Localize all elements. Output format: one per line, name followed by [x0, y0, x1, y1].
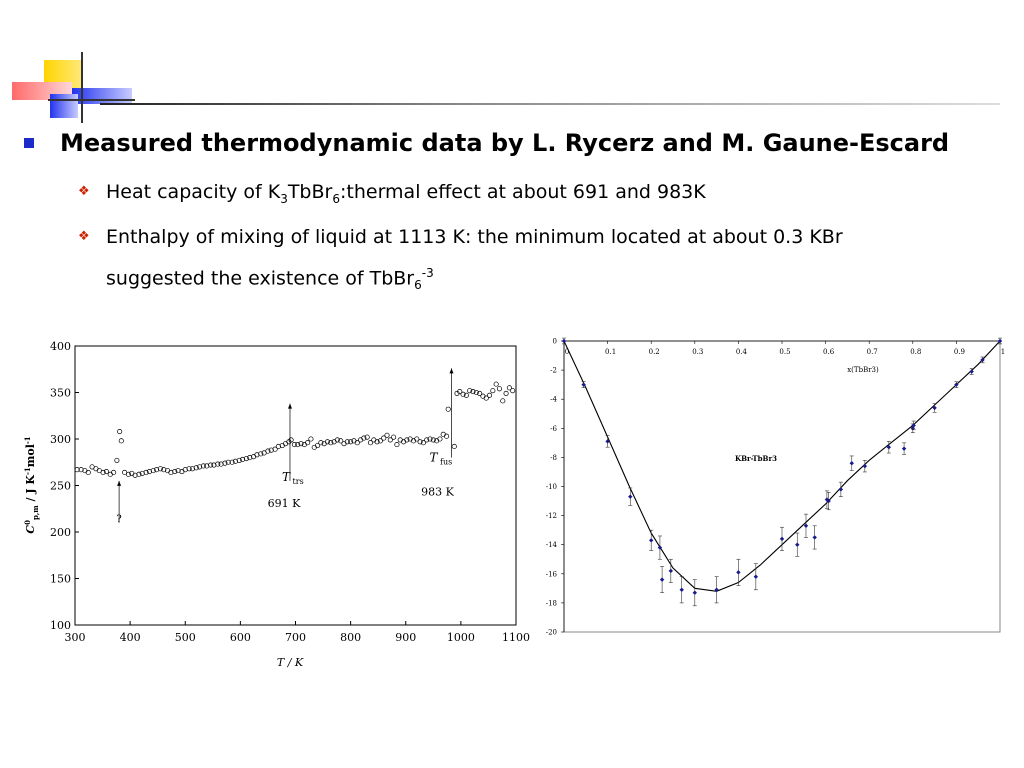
y-tick-label: 0: [552, 337, 557, 346]
x-tick-label: 600: [229, 631, 251, 644]
data-point: [441, 432, 445, 436]
diamond-bullet-icon: ❖: [78, 184, 90, 199]
data-point: [94, 467, 98, 471]
y-tick-label: 100: [50, 619, 71, 632]
annotation-question: ?: [116, 514, 122, 526]
data-point: [119, 439, 123, 443]
diamond-bullet-icon: ❖: [78, 229, 90, 244]
y-tick-label: 150: [50, 572, 71, 586]
x-tick-label: 0.4: [735, 348, 747, 356]
data-point: [312, 445, 316, 449]
arrow-head: [288, 404, 292, 409]
y-tick-label: 250: [50, 479, 71, 493]
x-tick-label: 0.1: [605, 348, 617, 356]
x-axis-label: T / K: [276, 656, 304, 669]
data-point: [283, 441, 287, 445]
y-tick-label: -14: [545, 541, 557, 550]
y-tick-label: -12: [545, 512, 557, 521]
x-tick-label: 500: [174, 631, 196, 644]
data-point: [501, 399, 505, 403]
data-point: [504, 391, 508, 395]
heat-capacity-chart: [18, 330, 538, 680]
header-divider: [100, 103, 1000, 105]
y-tick-label: -20: [545, 628, 557, 637]
data-point: [117, 429, 121, 433]
data-point: [86, 470, 90, 474]
data-point: [444, 434, 448, 438]
data-point: [391, 435, 395, 439]
annotation-trs-value: 691 K: [267, 496, 301, 510]
x-tick-label: 1: [1000, 348, 1006, 356]
x-tick-label: 0.9: [953, 348, 965, 356]
square-bullet-icon: [24, 138, 34, 148]
data-point: [398, 438, 402, 442]
y-tick-label: -6: [550, 424, 557, 433]
sub-bullet-text: Heat capacity of $K_3TbBr_6:thermal$ effect at about 691 and 983K: [106, 181, 706, 206]
data-point: [497, 387, 501, 391]
x-tick-label: 300: [64, 631, 86, 644]
data-point: [372, 438, 376, 442]
data-point: [309, 437, 313, 441]
y-tick-label: 400: [50, 340, 71, 353]
x-tick-label: 0.7: [866, 348, 878, 356]
main-bullet: [24, 129, 949, 157]
x-tick-label: 700: [285, 631, 306, 644]
data-point: [395, 442, 399, 446]
x-tick-label: 1000: [446, 631, 475, 644]
data-point: [385, 433, 389, 437]
y-tick-label: -2: [550, 366, 557, 375]
annotation-trs: T $_{trs}$: [281, 469, 304, 486]
y-tick-label: -10: [545, 483, 557, 491]
x-tick-label: 900: [395, 631, 417, 644]
data-point: [452, 444, 456, 448]
x-tick-label: 400: [119, 631, 141, 644]
x-tick-label: 800: [340, 631, 362, 644]
y-tick-label: 300: [50, 433, 71, 446]
data-point: [401, 440, 405, 444]
x-tick-label: 0.3: [692, 348, 704, 356]
data-point: [115, 458, 119, 462]
y-tick-label: 200: [50, 526, 71, 539]
data-point: [108, 472, 112, 476]
sub-bullet-text: Enthalpy of mixing of liquid at 1113 K: the minimum located at about 0.3 KBr suggested the existence of TbBr$_6^{-3}$: [106, 226, 843, 293]
y-tick-label: -18: [545, 599, 557, 608]
x-tick-label: 0.6: [823, 348, 835, 356]
arrow-head: [450, 368, 454, 373]
data-point: [481, 394, 485, 398]
data-point: [342, 441, 346, 445]
data-point: [305, 441, 309, 445]
annotation-fus-value: 983 K: [421, 485, 454, 499]
data-point: [111, 470, 115, 474]
x-tick-label: 0.8: [910, 348, 922, 356]
data-point: [494, 382, 498, 386]
heading-text: Measured thermodynamic data by L. Rycerz and M. Gaune-Escard: [60, 129, 950, 157]
chart-title: KBr-TbBr3: [734, 454, 778, 463]
enthalpy-mixing-chart: [538, 334, 1008, 639]
arrow-head: [117, 481, 121, 486]
y-tick-label: -4: [550, 395, 557, 404]
x-tick-label: 0: [564, 348, 570, 356]
sub-bullet-enthalpy: [78, 219, 843, 303]
x-tick-label: 0.2: [648, 348, 660, 356]
annotation-fus: T $_{fus}$: [429, 450, 453, 467]
data-point: [510, 388, 514, 392]
data-point: [358, 438, 362, 442]
y-tick-label: -16: [545, 570, 557, 579]
x-axis-label: x(TbBr3): [847, 366, 879, 374]
sub-bullet-heat-capacity: [78, 174, 706, 217]
decorative-logo: [10, 50, 150, 125]
data-point: [411, 439, 415, 443]
data-point: [446, 407, 450, 411]
data-point: [487, 393, 491, 397]
y-axis-label: $C^0_{p,m}$ / J $K^{-1}mol^{-1}$: [23, 436, 40, 534]
y-tick-label: 350: [50, 386, 71, 400]
x-tick-label: 1100: [502, 631, 530, 644]
y-tick-label: -8: [550, 453, 557, 462]
data-point: [438, 437, 442, 441]
x-tick-label: 0.5: [779, 348, 791, 356]
data-point: [491, 388, 495, 392]
